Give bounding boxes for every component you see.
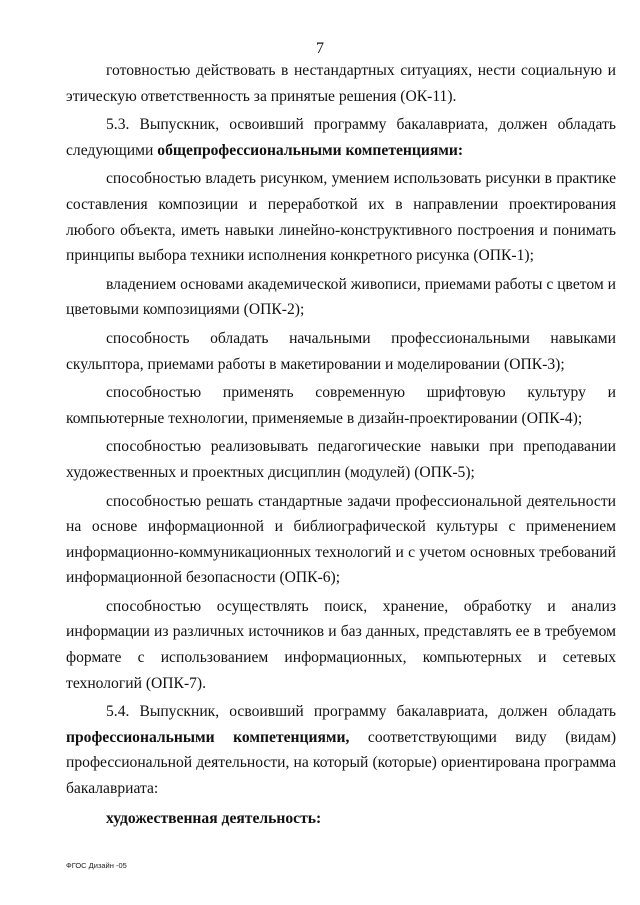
paragraph-opk1: способностью владеть рисунком, умением использовать рисунки в практике составления композиции и переработкой их в направлении проектирования любого объекта, иметь навыки линейно-конструктивного построения и понимать принципы выбора техники исполнения конкретного рисунка (ОПК-1); [66, 170, 616, 265]
paragraph-opk5: способностью реализовывать педагогические навыки при преподавании художественных и проектных дисциплин (модулей) (ОПК-5); [66, 438, 616, 481]
paragraph-5-4-text: 5.4. Выпускник, освоивший программу бакалавриата, должен обладать [106, 703, 616, 721]
paragraph-opk4: способностью применять современную шрифтовую культуру и компьютерные технологии, применяемые в дизайн-проектировании (ОПК-4); [66, 384, 616, 427]
page-number: 7 [316, 40, 324, 57]
paragraph-5-3 [66, 112, 616, 163]
paragraph-opk6: способностью решать стандартные задачи профессиональной деятельности на основе информационной и библиографической культуры с применением информационно-коммуникационных технологий и с учетом основных требований информационной безопасности (ОПК-6); [66, 492, 616, 587]
opk-heading: общепрофессиональными компетенциями: [157, 141, 464, 159]
paragraph-opk7: способностью осуществлять поиск, хранение, обработку и анализ информации из различных источников и баз данных, представлять ее в требуемом формате с использованием информационных, компьютерных и сетевых технологий (ОПК-7). [66, 597, 616, 692]
paragraph-5-4-rest: соответствующими виду (видам) профессиональной деятельности, на который (которые) ориентирована программа бакалавриата: [66, 728, 617, 798]
paragraph-5-4 [66, 699, 616, 801]
paragraph-opk2: владением основами академической живописи, приемами работы с цветом и цветовыми композициями (ОПК-2); [66, 275, 616, 319]
paragraph-ok11: готовностью действовать в нестандартных ситуациях, нести социальную и этическую ответственность за принятые решения (ОК-11). [66, 62, 616, 105]
paragraph-5-3-text: 5.3. Выпускник, освоивший программу бакалавриата, должен обладать следующими [66, 116, 616, 159]
pk-heading: профессиональными компетенциями, [66, 728, 350, 746]
footer-document-code: ФГОС Дизайн -05 [66, 861, 127, 870]
artistic-activity-heading: художественная деятельность: [106, 809, 322, 827]
document-body [66, 58, 616, 831]
paragraph-opk3: способность обладать начальными профессиональными навыками скульптора, приемами работы в макетировании и моделировании (ОПК-3); [66, 329, 616, 373]
